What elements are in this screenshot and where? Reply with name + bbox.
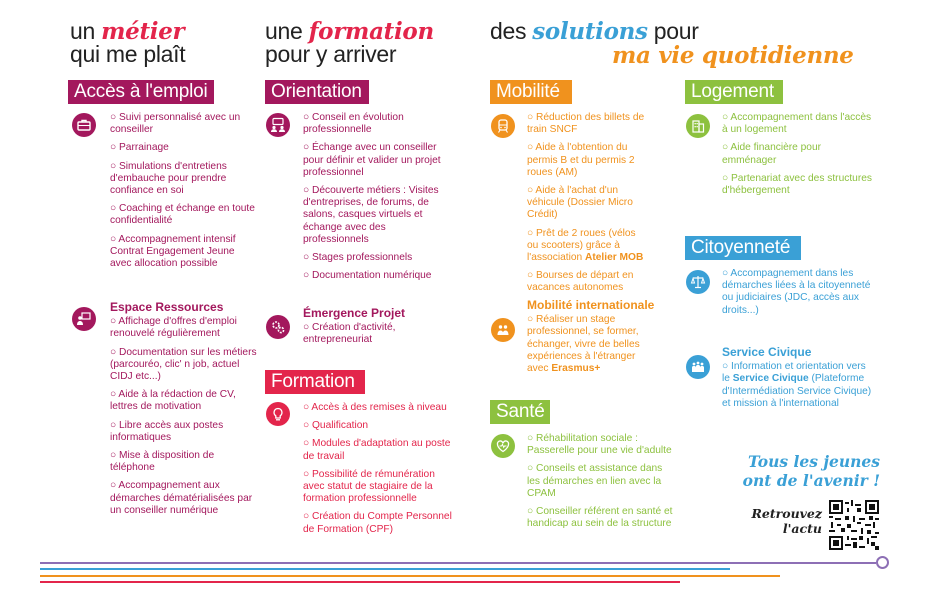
list-item: ○ Mise à disposition de téléphone (110, 450, 215, 474)
list-item: ○ Aide à l'achat d'un véhicule (Dossier Micro Crédit) (527, 185, 633, 221)
list-logement (722, 112, 872, 203)
list-item: ○ Accompagnement dans l'accès à un logement (722, 112, 872, 136)
section-bar-sante: Santé (490, 400, 550, 424)
group-people-icon (686, 355, 710, 379)
subheading-espace-ressources: Espace Ressources (110, 300, 224, 314)
subheading-emergence-projet: Émergence Projet (303, 306, 406, 320)
section-bar-mobilite: Mobilité (490, 80, 572, 104)
list-sante (527, 433, 677, 536)
list-item: ○ Découverte métiers : Visites d'entreprises, de forums, de salons, casques virtuels et échange avec des professionnels (303, 185, 439, 245)
list-item: ○ Réhabilitation sociale : Passerelle pour une vie d'adulte (527, 433, 672, 457)
list-mobilite-internationale (527, 299, 657, 381)
list-item: ○ Accès à des remises à niveau (303, 402, 447, 413)
list-orientation (303, 112, 453, 288)
list-item: ○ Parrainage (110, 142, 169, 154)
list-item: ○ Accompagnement intensif Contrat Engagement Jeune avec allocation possible (110, 233, 236, 270)
section-bar-citoyennete: Citoyenneté (685, 236, 801, 260)
list-item: ○ Réaliser un stage professionnel, se former, échanger, vivre de belles expériences à l'étranger avec Erasmus+ (527, 314, 640, 375)
list-item: ○ Échange avec un conseiller pour définir et valider un projet professionnel (303, 142, 441, 178)
list-item: ○ Prêt de 2 roues (vélos ou scooters) grâce à l'association Atelier MOB (527, 227, 644, 264)
list-item: ○ Libre accès aux postes informatiques (110, 419, 224, 443)
list-item: ○ Réduction des billets de train SNCF (527, 112, 645, 136)
list-item: ○ Modules d'adaptation au poste de travail (303, 438, 451, 462)
list-item: ○ Possibilité de rémunération avec statut de stagiaire de la formation professionnelle (303, 468, 435, 505)
gears-icon (266, 315, 290, 339)
list-item: ○ Information et orientation vers le Service Civique (Plateforme d'Intermédiation Service Civique) et mission à l'international (722, 361, 872, 409)
list-mobilite (527, 112, 647, 301)
list-item: ○ Conseils et assistance dans les démarches en lien avec la CPAM (527, 463, 663, 499)
footer-line-red (40, 581, 680, 583)
list-formation (303, 402, 453, 542)
footer-line-lavender (40, 562, 876, 564)
heading-solutions-accent: solutions (532, 18, 648, 45)
list-item: ○ Accompagnement dans les démarches liées à la citoyenneté ou judiciaires (JDC, accès aux droits...) (722, 268, 871, 316)
footer-line-blue (40, 568, 730, 570)
qr-code-icon (829, 500, 879, 550)
list-service-civique (722, 346, 872, 416)
train-icon (491, 114, 515, 138)
heading-vie-quotidienne: ma vie quotidienne (612, 42, 854, 69)
list-item: ○ Documentation sur les métiers (parcouréo, clic' n job, actuel CIDJ etc...) (110, 346, 257, 383)
scales-icon (686, 270, 710, 294)
subheading-mobilite-internationale: Mobilité internationale (527, 298, 655, 312)
list-item: ○ Accompagnement aux démarches dématérialisées par un conseiller numérique (110, 480, 253, 516)
subheading-service-civique: Service Civique (722, 345, 812, 359)
heading-metier: un métier qui me plaît (70, 18, 186, 67)
section-bar-acces-emploi: Accès à l'emploi (68, 80, 214, 104)
heading-solutions: des solutions pour (490, 18, 699, 45)
list-item: ○ Création d'activité, entrepreneuriat (303, 322, 396, 346)
footer-line-orange (40, 575, 780, 577)
list-item: ○ Aide à l'obtention du permis B et du permis 2 roues (AM) (527, 142, 635, 178)
retrouvez-actu-label: Retrouvez l'actu (751, 506, 822, 536)
list-emergence (303, 307, 453, 353)
list-item: ○ Stages professionnels (303, 252, 413, 264)
list-item: ○ Documentation numérique (303, 270, 432, 282)
section-bar-orientation: Orientation (265, 80, 369, 104)
list-item: ○ Bourses de départ en vacances autonomes (527, 270, 634, 294)
chat-people-icon (266, 113, 290, 137)
list-item: ○ Simulations d'entretiens d'embauche pour prendre confiance en soi (110, 160, 227, 197)
list-item: ○ Affichage d'offres d'emploi renouvelé régulièrement (110, 316, 237, 340)
list-item: ○ Suivi personnalisé avec un conseiller (110, 112, 241, 136)
section-bar-formation: Formation (265, 370, 365, 394)
person-board-icon (72, 307, 96, 331)
list-item: ○ Conseil en évolution professionnelle (303, 112, 404, 136)
footer-line-end-circle (876, 556, 889, 569)
list-citoyennete (722, 268, 872, 323)
service-civique-link: Service Civique (732, 373, 809, 385)
list-item: ○ Aide à la rédaction de CV, lettres de motivation (110, 389, 236, 413)
list-item: ○ Qualification (303, 420, 369, 432)
erasmus-label: Erasmus+ (551, 363, 601, 375)
atelier-mob-label: Atelier MOB (585, 252, 644, 264)
list-acces-emploi (110, 112, 258, 276)
list-item: ○ Conseiller référent en santé et handicap au sein de la structure (527, 506, 673, 530)
heart-pulse-icon (491, 434, 515, 458)
travelers-icon (491, 318, 515, 342)
list-item: ○ Coaching et échange en toute confidentialité (110, 203, 255, 227)
heading-formation: une formation pour y arriver (265, 18, 434, 67)
section-bar-logement: Logement (685, 80, 783, 104)
building-icon (686, 114, 710, 138)
list-espace-ressources (110, 301, 260, 523)
lightbulb-icon (266, 402, 290, 426)
list-item: ○ Création du Compte Personnel de Formation (CPF) (303, 511, 452, 535)
list-item: ○ Aide financière pour emménager (722, 142, 822, 166)
heading-formation-accent: formation (308, 18, 434, 45)
heading-metier-accent: métier (101, 18, 185, 45)
list-item: ○ Partenariat avec des structures d'hébergement (722, 172, 872, 197)
slogan: Tous les jeunes ont de l'avenir ! (742, 452, 880, 490)
briefcase-icon (72, 113, 96, 137)
